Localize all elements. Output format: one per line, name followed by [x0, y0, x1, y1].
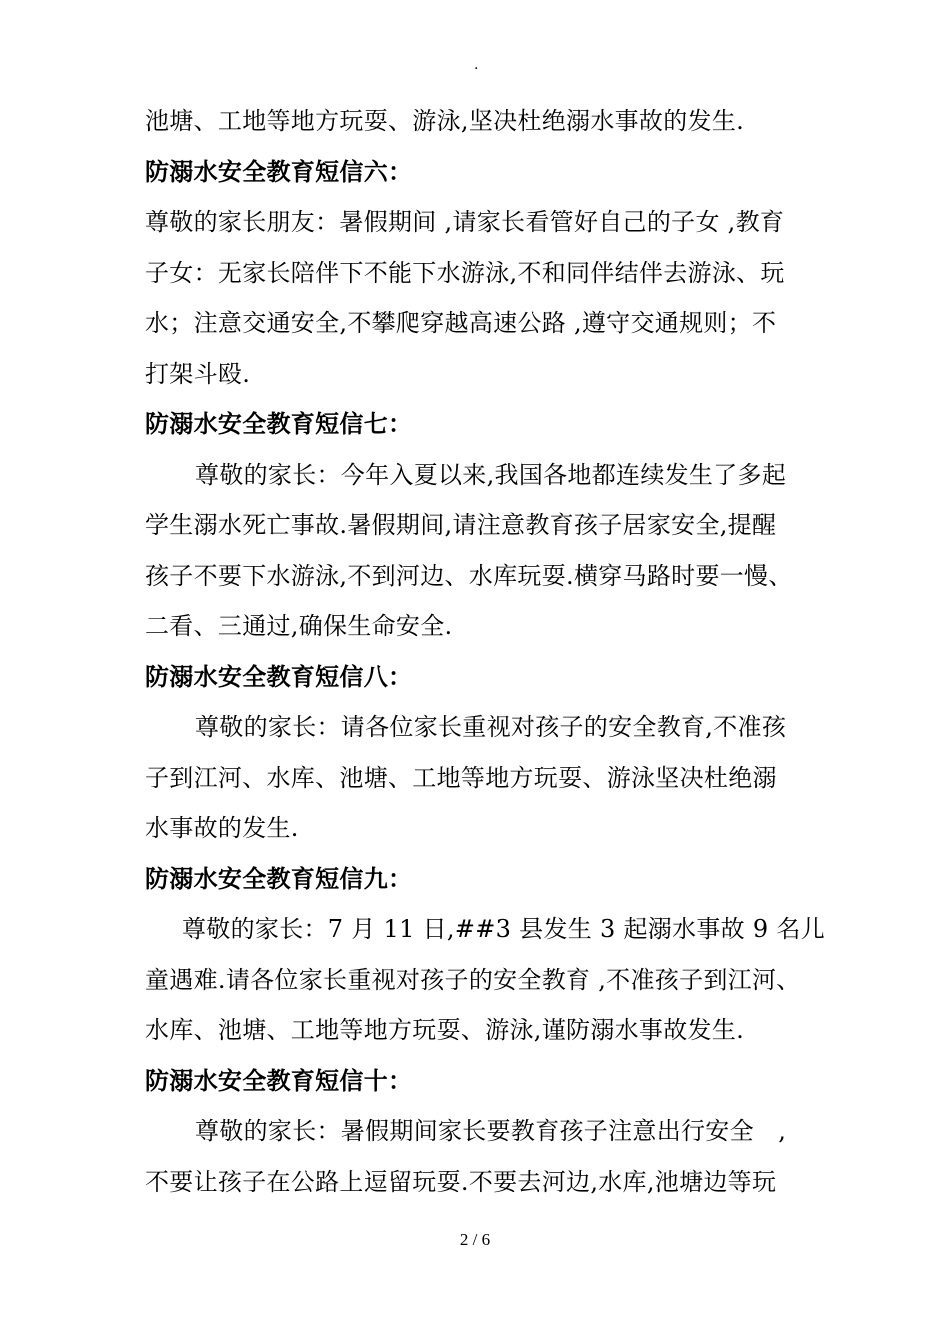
- paragraph-line: 子到江河、水库、池塘、工地等地方玩耍、游泳坚决杜绝溺: [145, 763, 777, 792]
- paragraph-line: 尊敬的家长：今年入夏以来,我国各地都连续发生了多起: [195, 460, 787, 489]
- section-heading: 防溺水安全教育短信七：: [145, 409, 413, 438]
- paragraph-line: 童遇难.请各位家长重视对孩子的安全教育 ,不准孩子到江河、: [145, 965, 801, 994]
- paragraph-line: 二看、三通过,确保生命安全.: [145, 612, 453, 640]
- paragraph-line: 不要让孩子在公路上逗留玩耍.不要去河边,水库,池塘边等玩: [145, 1167, 777, 1196]
- section-heading: 防溺水安全教育短信九：: [145, 863, 413, 893]
- paragraph-line: 尊敬的家长：请各位家长重视对孩子的安全教育,不准孩: [195, 713, 787, 741]
- header-mark: .: [474, 57, 479, 73]
- section-heading: 防溺水安全教育短信八：: [145, 661, 413, 691]
- paragraph-line: 学生溺水死亡事故.暑假期间,请注意教育孩子居家安全,提醒: [145, 511, 777, 539]
- page-number: 2 / 6: [459, 1230, 491, 1249]
- paragraph-line: 水；注意交通安全,不攀爬穿越高速公路 ,遵守交通规则；不: [145, 309, 777, 337]
- paragraph-line: 打架斗殴.: [145, 359, 251, 388]
- paragraph-line: 水事故的发生.: [145, 814, 299, 842]
- paragraph-line: 尊敬的家长：暑假期间家长要教育孩子注意出行安全 ,: [195, 1117, 787, 1145]
- paragraph-line: 池塘、工地等地方玩耍、游泳,坚决杜绝溺水事故的发生.: [145, 107, 745, 135]
- section-heading: 防溺水安全教育短信六：: [145, 156, 413, 186]
- paragraph-line: 子女：无家长陪伴下不能下水游泳,不和同伴结伴去游泳、玩: [145, 258, 785, 287]
- paragraph-line: 水库、池塘、工地等地方玩耍、游泳,谨防溺水事故发生.: [145, 1016, 745, 1044]
- paragraph-line: 尊敬的家长朋友：暑假期间 ,请家长看管好自己的子女 ,教育: [145, 208, 785, 236]
- paragraph-line: 尊敬的家长：7 月 11 日,##3 县发生 3 起溺水事故 9 名儿: [182, 915, 825, 943]
- paragraph-line: 孩子不要下水游泳,不到河边、水库玩耍.横穿马路时要一慢、: [145, 561, 793, 590]
- document-body: [145, 96, 825, 1207]
- section-heading: 防溺水安全教育短信十：: [145, 1065, 413, 1095]
